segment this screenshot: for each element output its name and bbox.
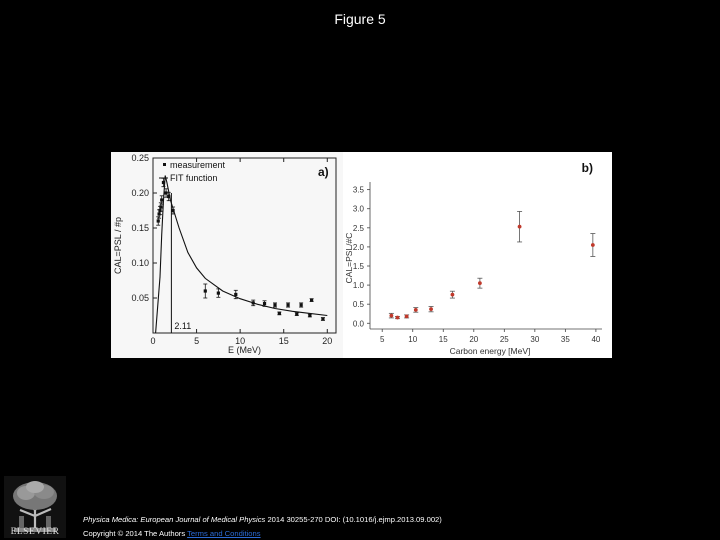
y-axis-label-b: CAL=PSL/#C [344,232,354,284]
y-axis-label-a: CAL=PSL / #p [113,217,123,274]
x-tick-label-a: 5 [194,336,200,346]
data-point-a [217,292,220,295]
y-tick-label-b: 3.0 [352,204,364,214]
y-tick-label-b: 1.0 [352,281,364,291]
citation [83,515,442,524]
data-point-a [263,302,266,305]
data-point-a [286,303,289,306]
data-point-a [278,312,281,315]
legend-label-measurement: measurement [170,160,226,170]
x-tick-label-b: 40 [591,335,601,344]
x-tick-label-b: 35 [560,335,570,344]
y-tick-label-b: 1.5 [352,262,364,271]
data-point-a [295,313,298,316]
x-tick-label-a: 20 [322,336,333,346]
y-tick-label-a: 0.10 [131,258,149,268]
data-point-a [252,301,255,304]
panel-label-a: a) [318,165,329,179]
y-tick-label-a: 0.25 [131,153,149,163]
legend-label-fit: FIT function [170,173,218,183]
data-point-b [405,315,409,319]
figure-panels [111,152,612,358]
x-axis-label-a: E (MeV) [227,345,262,355]
data-point-b [389,314,393,318]
data-point-a [162,181,165,184]
elsevier-logo-text: ELSEVIER [10,527,60,537]
data-point-b [396,316,400,320]
y-tick-label-a: 0.15 [131,223,149,233]
y-tick-label-b: 2.5 [352,223,364,233]
data-point-a [159,205,162,208]
y-tick-label-b: 2.0 [352,242,364,252]
data-point-a [308,314,311,317]
copyright-text: Copyright © 2014 The Authors [83,529,188,538]
y-tick-label-a: 0.05 [131,293,149,303]
x-tick-label-b: 20 [469,335,479,344]
data-point-a [273,303,276,306]
data-point-b [414,308,418,312]
data-point-b [451,293,455,297]
fit-function-line [156,176,328,334]
data-point-a [160,198,163,201]
data-point-b [429,307,433,311]
x-tick-label-b: 15 [438,335,448,344]
x-tick-label-b: 5 [379,335,385,344]
data-point-a [204,289,207,292]
copyright [83,529,261,538]
panel-label-b: b) [581,161,593,175]
data-point-b [478,281,482,285]
x-tick-label-a: 10 [235,336,246,346]
chart-panel-b [343,152,612,358]
data-point-b [591,243,595,247]
data-point-a [171,209,174,212]
x-axis-label-b: Carbon energy [MeV] [449,346,531,356]
chart-panel-a [111,152,343,358]
annotation-label: 2.11 [174,321,192,331]
x-tick-label-b: 10 [408,335,418,344]
y-tick-label-b: 0.0 [352,319,364,329]
y-tick-label-b: 0.5 [352,300,364,310]
data-point-a [234,293,237,296]
citation-details: 2014 30255-270 DOI: (10.1016/j.ejmp.2013.09.002) [265,515,442,524]
data-point-a [167,195,170,198]
x-tick-label-a: 0 [150,336,156,346]
figure-title: Figure 5 [334,11,386,27]
data-point-a [310,299,313,302]
data-point-a [321,317,324,320]
x-tick-label-a: 15 [278,336,289,346]
terms-and-conditions-link[interactable]: Terms and Conditions [187,529,261,538]
data-point-a [164,191,167,194]
data-point-a [300,303,303,306]
x-tick-label-b: 30 [530,335,540,344]
y-tick-label-a: 0.20 [131,188,149,198]
plot-frame-a [153,158,336,333]
data-point-b [518,225,522,229]
legend-marker-measurement [163,163,166,166]
data-point-a [157,219,160,222]
y-tick-label-b: 3.5 [352,185,364,195]
x-tick-label-b: 25 [499,335,509,344]
journal-name: Physica Medica: European Journal of Medical Physics [83,515,266,524]
